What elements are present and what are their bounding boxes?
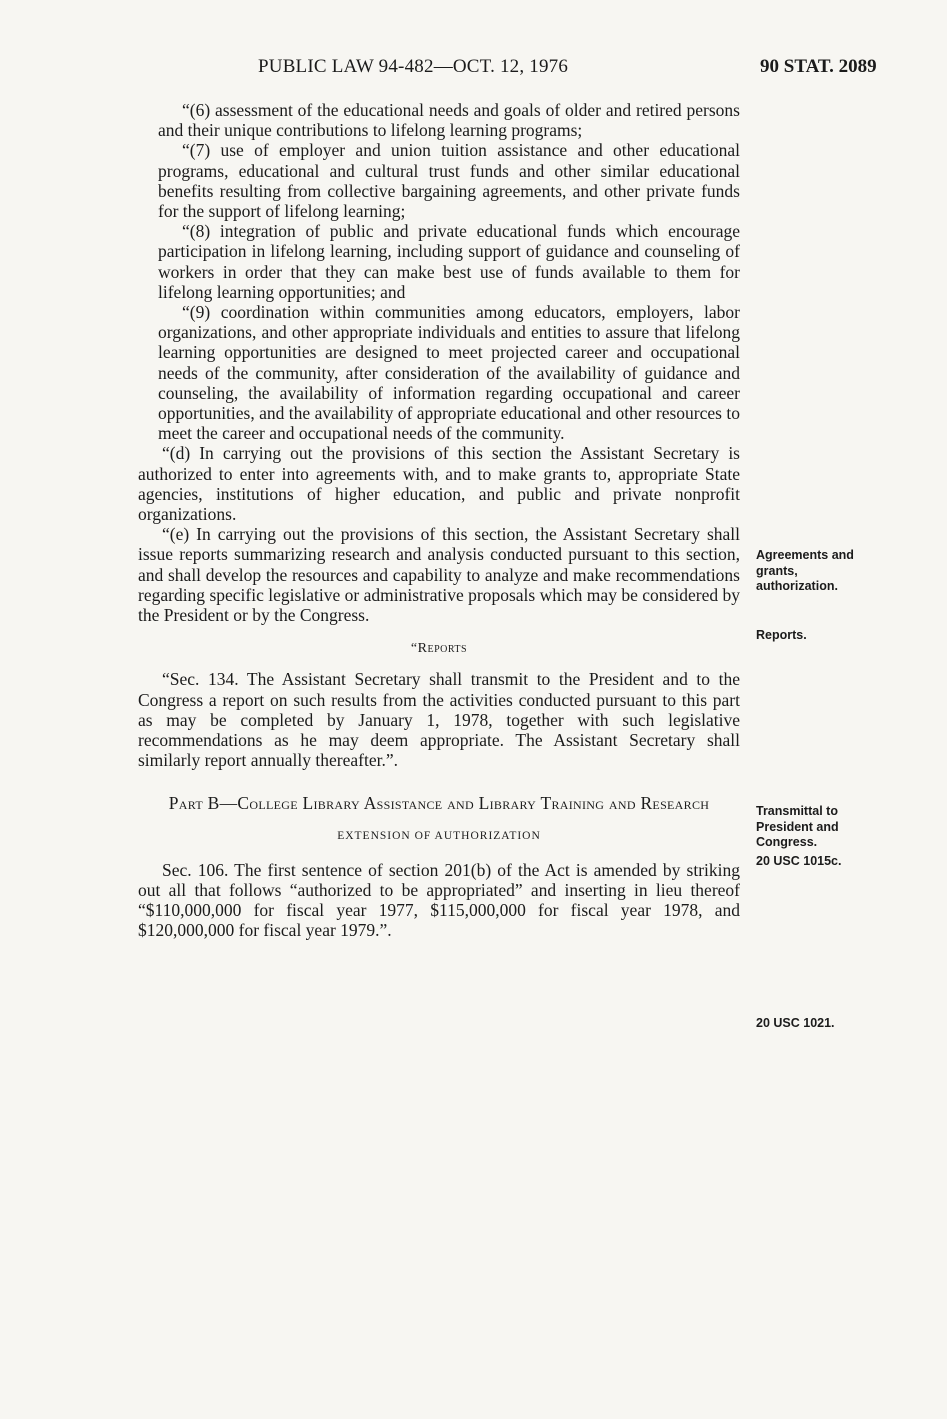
margin-note-usc-1021: 20 USC 1021. <box>756 1016 835 1030</box>
margin-note-reports: Reports. <box>756 628 807 642</box>
margin-note-usc-1015c: 20 USC 1015c. <box>756 854 842 868</box>
margin-note-agreements: Agreements and grants, authorization. <box>756 548 854 593</box>
section-106: Sec. 106. The first sentence of section 201(b) of the Act is amended by striking out all that follows “authorized to be appropriated” and inserting in lieu thereof “$110,000,000 for fiscal year 1977, $115,000,000 for fiscal year 1978, and $120,000,000 for fiscal year 1979.”. <box>138 859 740 941</box>
item-7: “(7) use of employer and union tuition assistance and other educational programs, educational and cultural trust funds and other similar educational benefits resulting from collective bargaining agreements, and other private funds for the support of lifelong learning; <box>158 140 740 222</box>
stat-page-number: 90 STAT. 2089 <box>760 56 877 77</box>
subsection-e: “(e) In carrying out the provisions of this section, the Assistant Secretary shall issue reports summarizing research and analysis conducted pursuant to this section, and shall develop the resources and capability to analyze and make recommendations regarding specific legislative or administrative proposals which may be considered by the President or by the Congress. <box>138 524 740 626</box>
reports-heading: “Reports <box>410 641 468 657</box>
margin-note-transmittal: Transmittal to President and Congress. <box>756 804 839 849</box>
law-text-body <box>138 100 740 941</box>
item-9: “(9) coordination within communities among educators, employers, labor organizations, and other appropriate individuals and entities to assure that lifelong learning opportunities are designed to meet projected career and occupational needs of the community, after consideration of the availability of guidance and counseling, the availability of information regarding occupational and career opportunities, and the availability of appropriate educational and other resources to meet the career and occupational needs of the community. <box>158 302 740 444</box>
item-8: “(8) integration of public and private educational funds which encourage participation in lifelong learning, including support of guidance and counseling of workers in order that they can make best use of funds available to them for lifelong learning opportunities; and <box>158 221 740 302</box>
item-6: “(6) assessment of the educational needs and goals of older and retired persons and their unique contributions to lifelong learning programs; <box>158 100 740 141</box>
subsection-d: “(d) In carrying out the provisions of this section the Assistant Secretary is authorized to enter into agreements with, and to make grants to, appropriate State agencies, institutions of higher education, and public and private nonprofit organizations. <box>138 443 740 525</box>
public-law-header: PUBLIC LAW 94-482—OCT. 12, 1976 <box>258 56 569 77</box>
extension-heading: EXTENSION OF AUTHORIZATION <box>337 829 541 842</box>
part-b-title: Part B—College Library Assistance and Library Training and Research <box>168 792 710 813</box>
section-134: “Sec. 134. The Assistant Secretary shall transmit to the President and to the Congress a report on such results from the activities conducted pursuant to this part as may be completed by January 1, 1978, together with such legislative recommendations as he may deem appropriate. The Assistant Secretary shall similarly report annually thereafter.”. <box>138 669 740 771</box>
